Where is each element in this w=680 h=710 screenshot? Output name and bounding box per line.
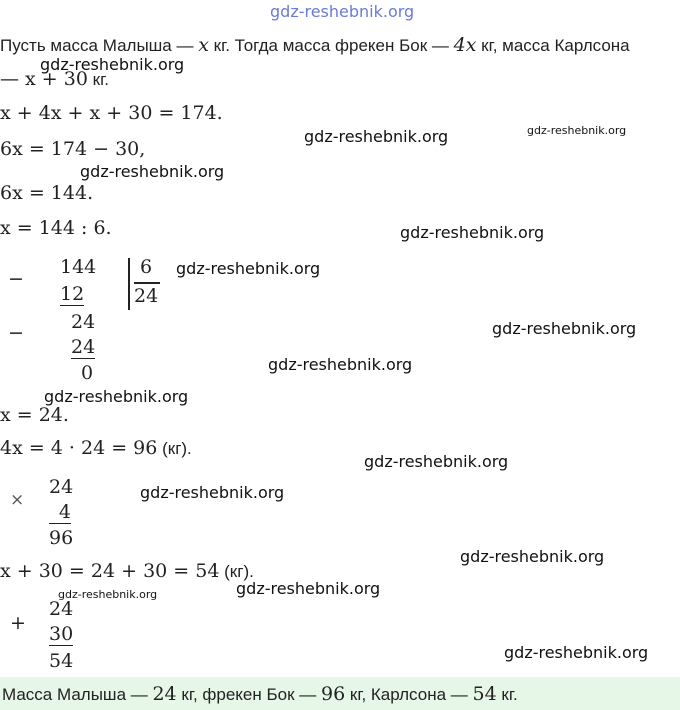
division-minus-sign-1: −: [8, 268, 24, 290]
intro-expression: — x + 30: [0, 68, 88, 90]
division-minus-sign-2: −: [8, 322, 24, 344]
intro-text-a: Пусть масса Малыша —: [0, 36, 199, 55]
division-subtrahend-1: 12: [60, 283, 85, 305]
equation-6-unit: (кг).: [157, 439, 192, 458]
multiplication-factor-2: 4: [49, 502, 71, 524]
answer-text-d: кг.: [496, 685, 518, 704]
answer-value-1: 24: [152, 683, 177, 705]
watermark: gdz-reshebnik.org: [527, 124, 627, 137]
equation-7-unit: (кг).: [219, 562, 254, 581]
division-remainder-final: 0: [81, 362, 94, 384]
addition-result: 54: [49, 650, 74, 672]
multiplication-result: 96: [49, 527, 74, 549]
watermark: gdz-reshebnik.org: [140, 483, 285, 502]
watermark: gdz-reshebnik.org: [400, 223, 545, 242]
division-quotient: 24: [134, 285, 159, 307]
addition-term-2: 30: [49, 623, 74, 645]
equation-7-math: x + 30 = 24 + 30 = 54: [0, 560, 220, 582]
watermark: gdz-reshebnik.org: [460, 547, 605, 566]
watermark: gdz-reshebnik.org: [268, 355, 413, 374]
intro-text-c: кг, масса Карлсона: [476, 36, 630, 55]
answer-value-3: 54: [472, 683, 497, 705]
equation-5: x = 24.: [0, 404, 69, 426]
equation-6-math: 4x = 4 · 24 = 96: [0, 437, 158, 459]
answer-value-2: 96: [320, 683, 346, 705]
addition-sign: +: [10, 612, 26, 634]
equation-6: [0, 437, 192, 459]
division-subtrahend-2: 24: [71, 336, 96, 358]
watermark: gdz-reshebnik.org: [80, 162, 225, 181]
answer-text-b: кг, фрекен Бок —: [176, 685, 321, 704]
watermark: gdz-reshebnik.org: [304, 127, 449, 146]
addition-term-1: 24: [49, 598, 74, 620]
equation-1: x + 4x + x + 30 = 174.: [0, 102, 223, 124]
intro-line-1: [0, 34, 630, 56]
watermark: gdz-reshebnik.org: [176, 259, 321, 278]
watermark: gdz-reshebnik.org: [504, 643, 649, 662]
watermark: gdz-reshebnik.org: [236, 579, 381, 598]
watermark: gdz-reshebnik.org: [40, 55, 185, 74]
equation-7: [0, 560, 254, 582]
watermark: gdz-reshebnik.org: [44, 387, 189, 406]
equation-3: 6x = 144.: [0, 182, 94, 204]
header-watermark: gdz-reshebnik.org: [270, 2, 415, 21]
answer-text: [2, 683, 518, 705]
division-vertical-bar: [128, 258, 130, 310]
watermark: gdz-reshebnik.org: [364, 452, 509, 471]
intro-text-b: кг. Тогда масса фрекен Бок —: [208, 36, 454, 55]
equation-4: x = 144 : 6.: [0, 217, 112, 239]
multiplication-factor-1: 24: [49, 476, 74, 498]
division-remainder-1: 24: [71, 311, 96, 333]
multiplication-sign: ×: [10, 490, 25, 510]
intro-var-x: x: [198, 34, 209, 56]
answer-text-c: кг, Карлсона —: [345, 685, 473, 704]
intro-unit: кг.: [87, 70, 109, 89]
watermark: gdz-reshebnik.org: [58, 588, 158, 601]
answer-text-a: Масса Малыша —: [2, 685, 153, 704]
watermark: gdz-reshebnik.org: [492, 319, 637, 338]
division-divisor: 6: [140, 256, 153, 278]
intro-var-4x: 4x: [453, 34, 477, 56]
equation-2: 6x = 174 − 30,: [0, 138, 146, 160]
division-horizontal-bar: [134, 282, 160, 284]
division-dividend: 144: [60, 256, 97, 278]
